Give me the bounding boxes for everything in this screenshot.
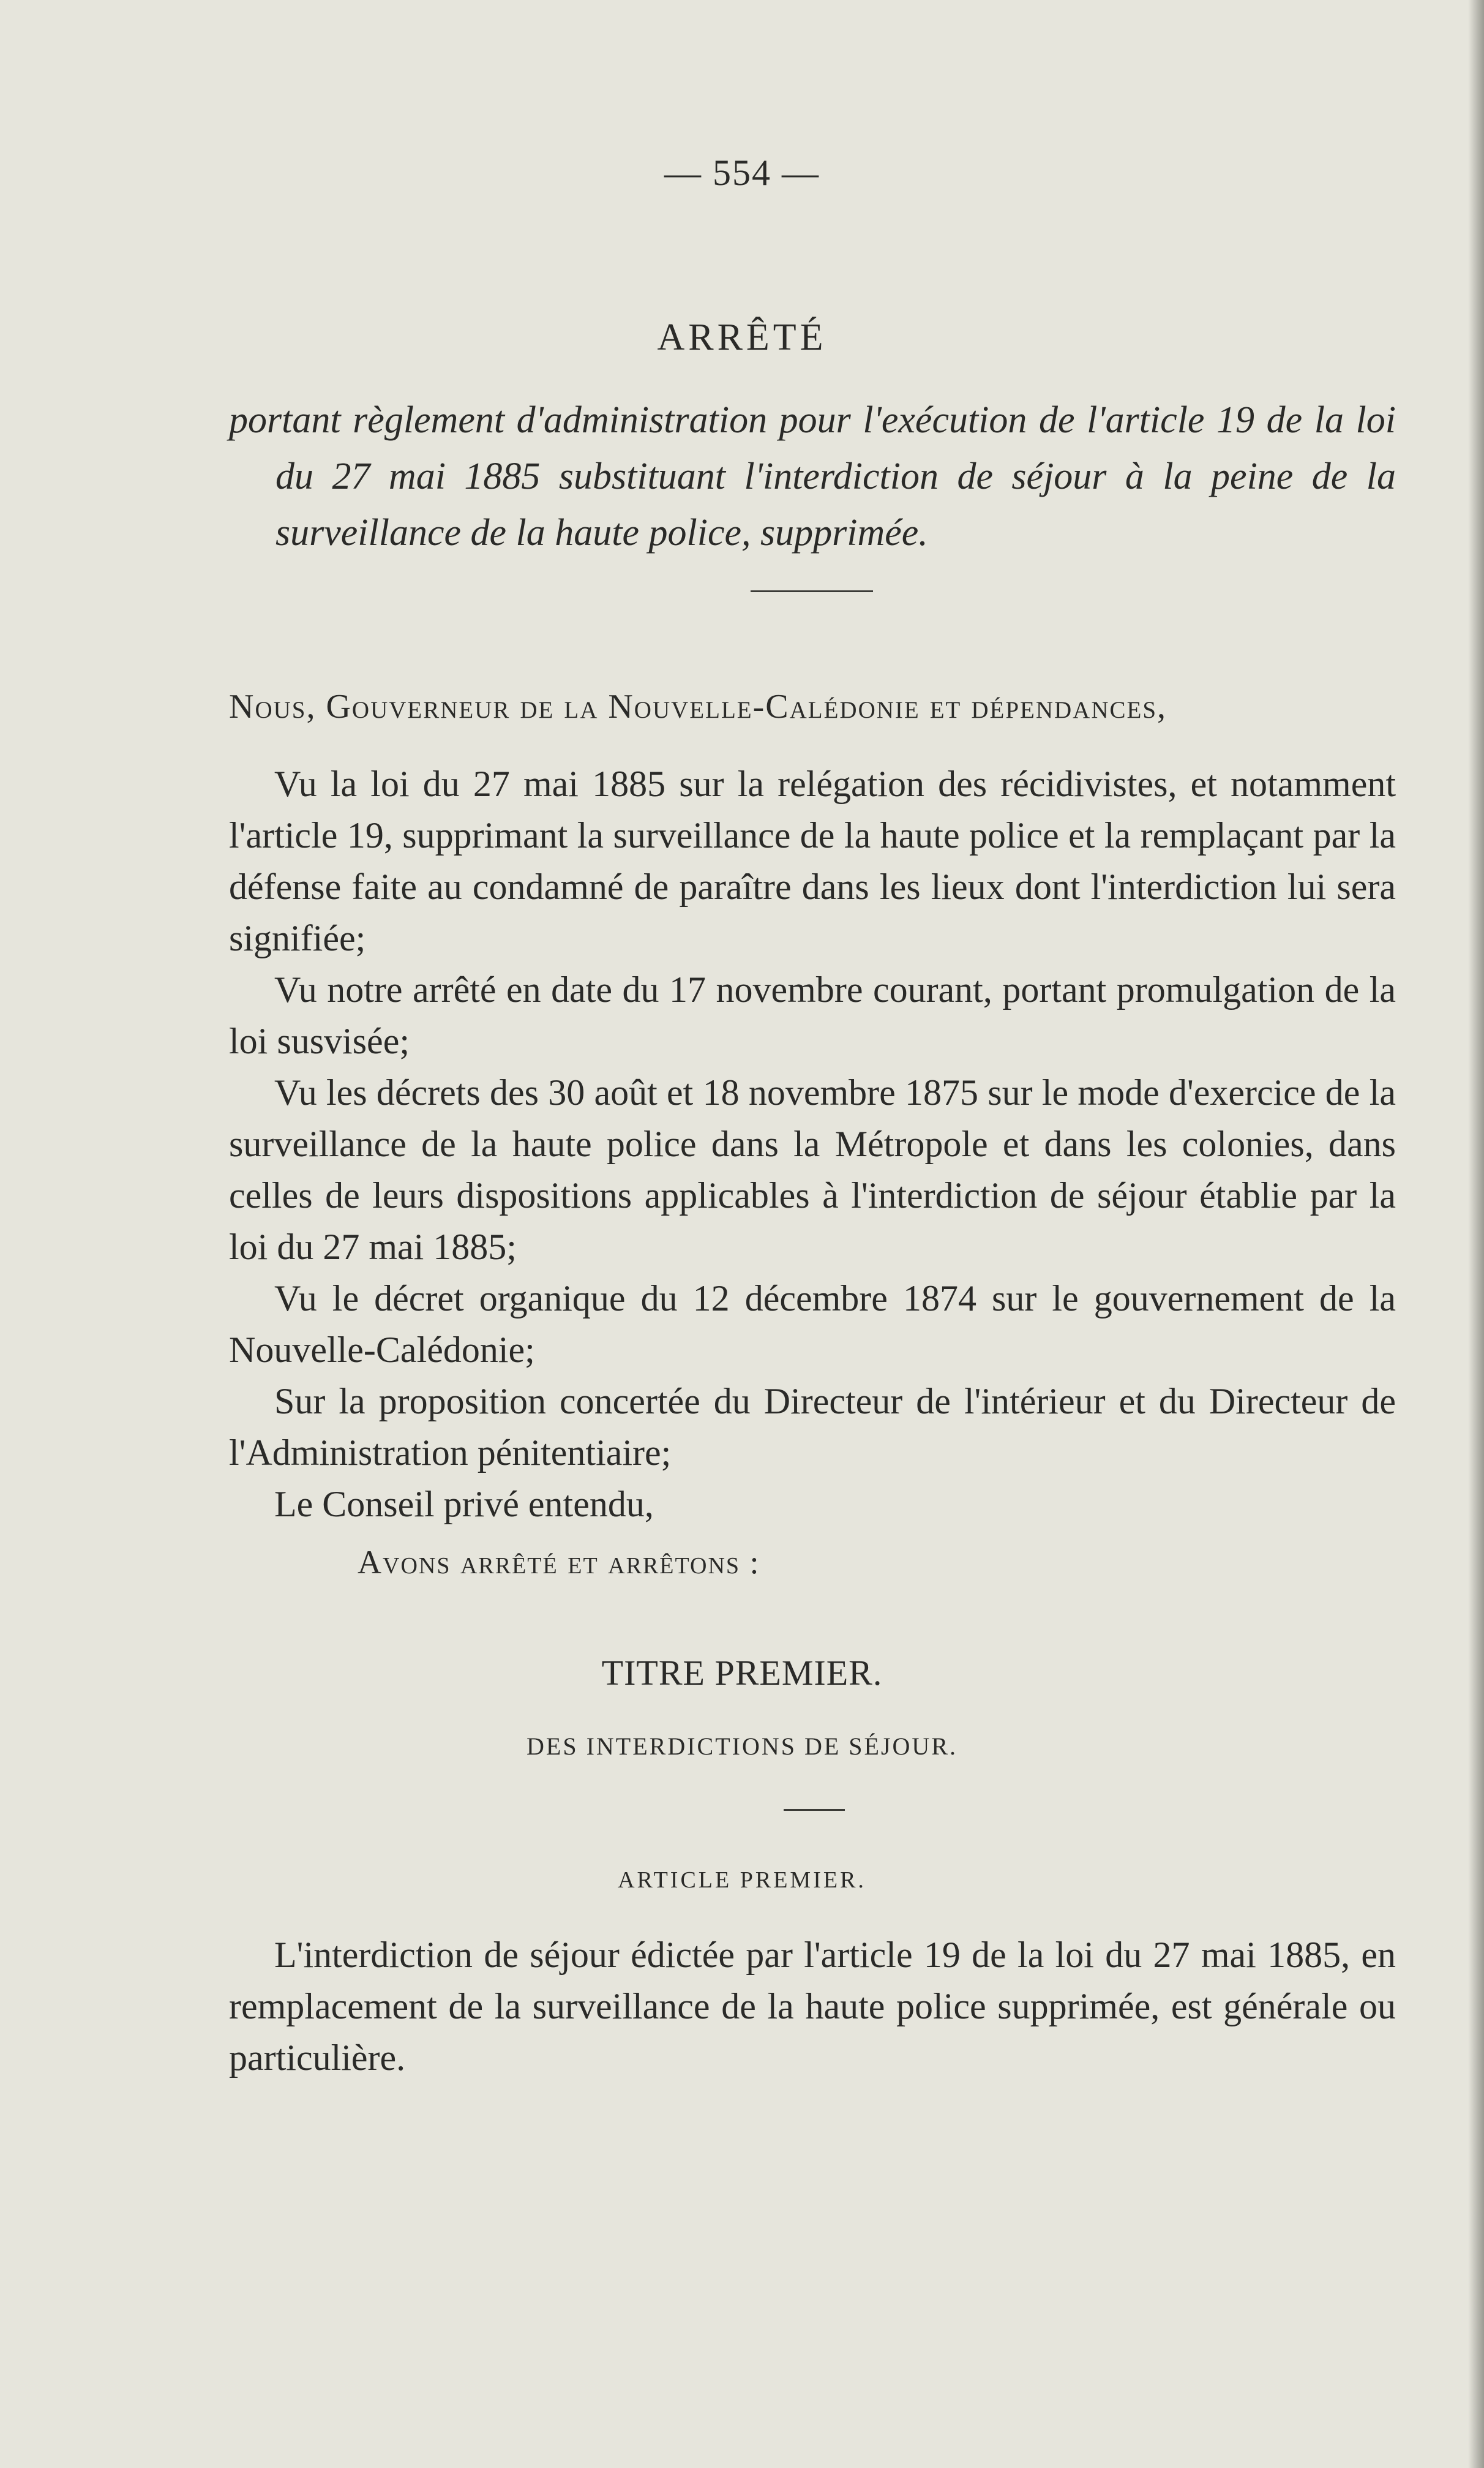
article-body xyxy=(229,1929,1396,2083)
consideration-paragraph: Vu la loi du 27 mai 1885 sur la relégation des récidivistes, et notamment l'article 19, supprimant la surveillance de la haute police et la remplaçant par la défense faite au condamné de paraître dans les lieux dont l'interdiction lui sera signifiée; xyxy=(229,764,1396,958)
considerations-block xyxy=(229,758,1396,1530)
consideration-paragraph: Le Conseil privé entendu, xyxy=(274,1484,654,1524)
consideration-paragraph: Vu notre arrêté en date du 17 novembre courant, portant promulgation de la loi susvisée; xyxy=(229,969,1396,1061)
preamble-intro: Nous, Gouverneur de la Nouvelle-Calédonie et dépendances, xyxy=(229,688,1167,726)
consideration-paragraph: Vu le décret organique du 12 décembre 1874 sur le gouvernement de la Nouvelle-Calédonie; xyxy=(229,1278,1396,1370)
page-number: — 554 — xyxy=(664,152,820,193)
article-paragraph: L'interdiction de séjour édictée par l'article 19 de la loi du 27 mai 1885, en remplacement de la surveillance de la haute police supprimée, est générale ou particulière. xyxy=(229,1935,1396,2078)
article-heading: ARTICLE PREMIER. xyxy=(618,1867,866,1893)
decree-formula: Avons arrêté et arrêtons : xyxy=(358,1544,760,1581)
document-title: ARRÊTÉ xyxy=(657,317,827,358)
consideration-paragraph: Sur la proposition concertée du Directeur de l'intérieur et du Directeur de l'Administration pénitentiaire; xyxy=(229,1381,1396,1473)
title-heading: TITRE PREMIER. xyxy=(601,1653,883,1693)
title-divider xyxy=(751,590,873,592)
document-subtitle: portant règlement d'administration pour l'exécution de l'article 19 de la loi du 27 mai 1885 substituant l'interdiction de séjour à la peine de la surveillance de la haute police, supprimée. xyxy=(229,399,1396,554)
section-divider xyxy=(784,1809,845,1811)
page-edge-shadow xyxy=(1468,0,1484,2468)
consideration-paragraph: Vu les décrets des 30 août et 18 novembre 1875 sur le mode d'exercice de la surveillance de la haute police dans la Métropole et dans les colonies, dans celles de leurs dispositions applicables à l'interdiction de séjour établie par la loi du 27 mai 1885; xyxy=(229,1072,1396,1267)
title-subheading: DES INTERDICTIONS DE SÉJOUR. xyxy=(527,1732,957,1760)
